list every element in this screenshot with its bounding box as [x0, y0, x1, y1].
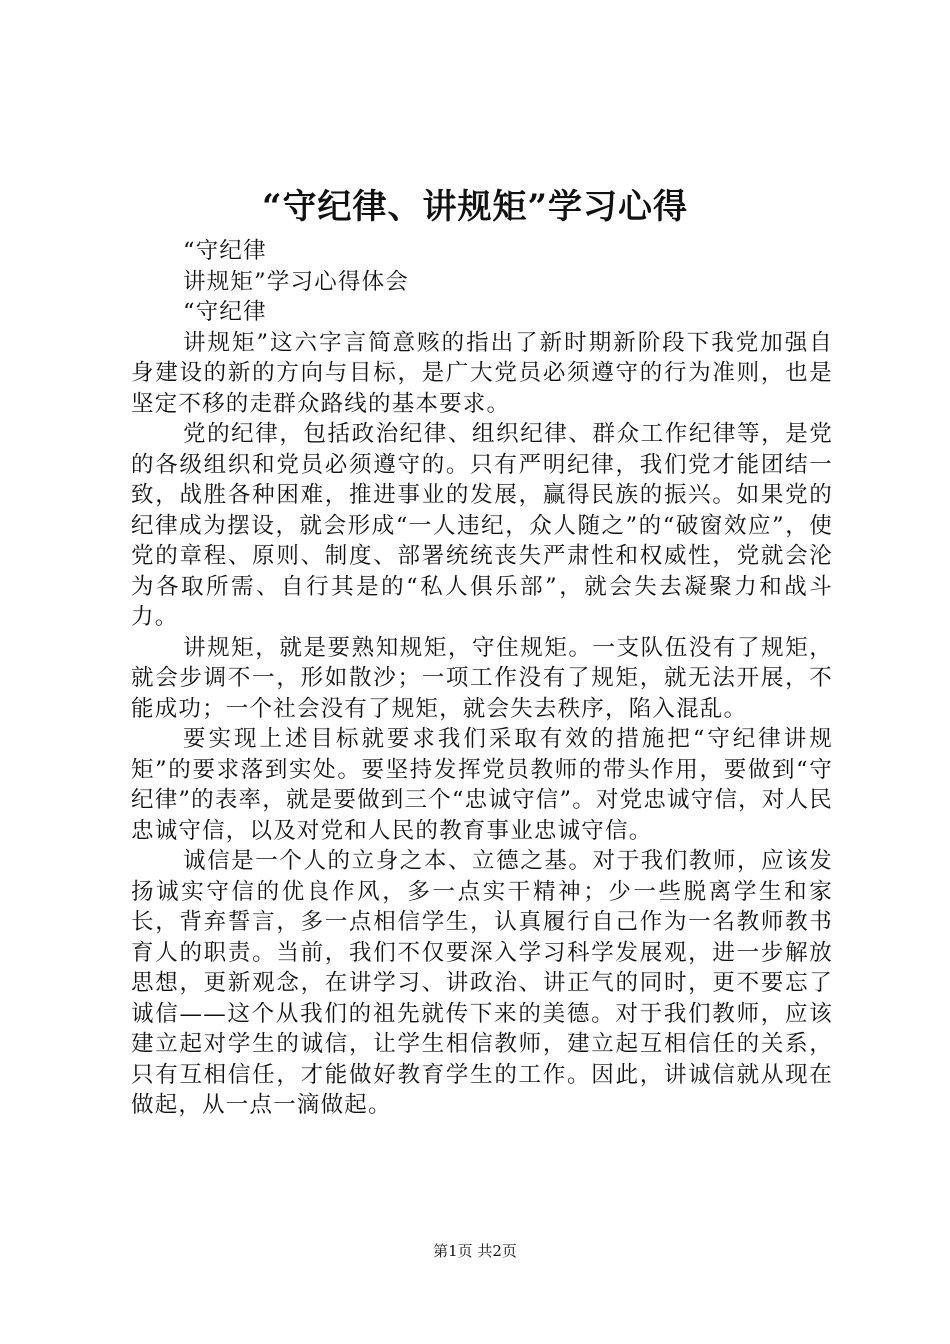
paragraph: “守纪律	[183, 238, 267, 264]
paragraph: 讲规矩，就是要熟知规矩，守住规矩。一支队伍没有了规矩，就会步调不一，形如散沙；一项工作没有了规矩，就无法开展，不能成功；一个社会没有了规矩，就会失去秩序，陷入混乱。	[131, 634, 833, 722]
paragraph: 诚信是一个人的立身之本、立德之基。对于我们教师，应该发扬诚实守信的优良作风，多一点实干精神；少一些脱离学生和家长，背弃誓言，多一点相信学生，认真履行自己作为一名教师教书育人的职责。当前，我们不仅要深入学习科学发展观，进一步解放思想，更新观念，在讲学习、讲政治、讲正气的同时，更不要忘了诚信——这个从我们的祖先就传下来的美德。对于我们教师，应该建立起对学生的诚信，让学生相信教师，建立起互相信任的关系，只有互相信任，才能做好教育学生的工作。因此，讲诚信就从现在做起，从一点一滴做起。	[131, 848, 833, 1118]
paragraph: “守纪律	[183, 299, 267, 325]
paragraph: 讲规矩”学习心得体会	[183, 268, 410, 295]
paragraph: 党的纪律，包括政治纪律、组织纪律、群众工作纪律等，是党的各级组织和党员必须遵守的。只有严明纪律，我们党才能团结一致，战胜各种困难，推进事业的发展，赢得民族的振兴。如果党的纪律成为摆设，就会形成“一人违纪，众人随之”的“破窗效应”，使党的章程、原则、制度、部署统统丧失严肃性和权威性，党就会沦为各取所需、自行其是的“私人俱乐部”，就会失去凝聚力和战斗力。	[131, 421, 833, 630]
document-body	[131, 236, 833, 1121]
paragraph: 讲规矩”这六字言简意赅的指出了新时期新阶段下我党加强自身建设的新的方向与目标，是广大党员必须遵守的行为准则，也是坚定不移的走群众路线的基本要求。	[131, 329, 833, 417]
page-footer: 第1页 共2页	[433, 1242, 517, 1260]
paragraph: 要实现上述目标就要求我们采取有效的措施把“守纪律讲规矩”的要求落到实处。要坚持发挥党员教师的带头作用，要做到“守纪律”的表率，就是要做到三个“忠诚守信”。对党忠诚守信，对人民忠诚守信，以及对党和人民的教育事业忠诚守信。	[131, 726, 833, 844]
document-title: “守纪律、讲规矩”学习心得	[261, 187, 689, 227]
